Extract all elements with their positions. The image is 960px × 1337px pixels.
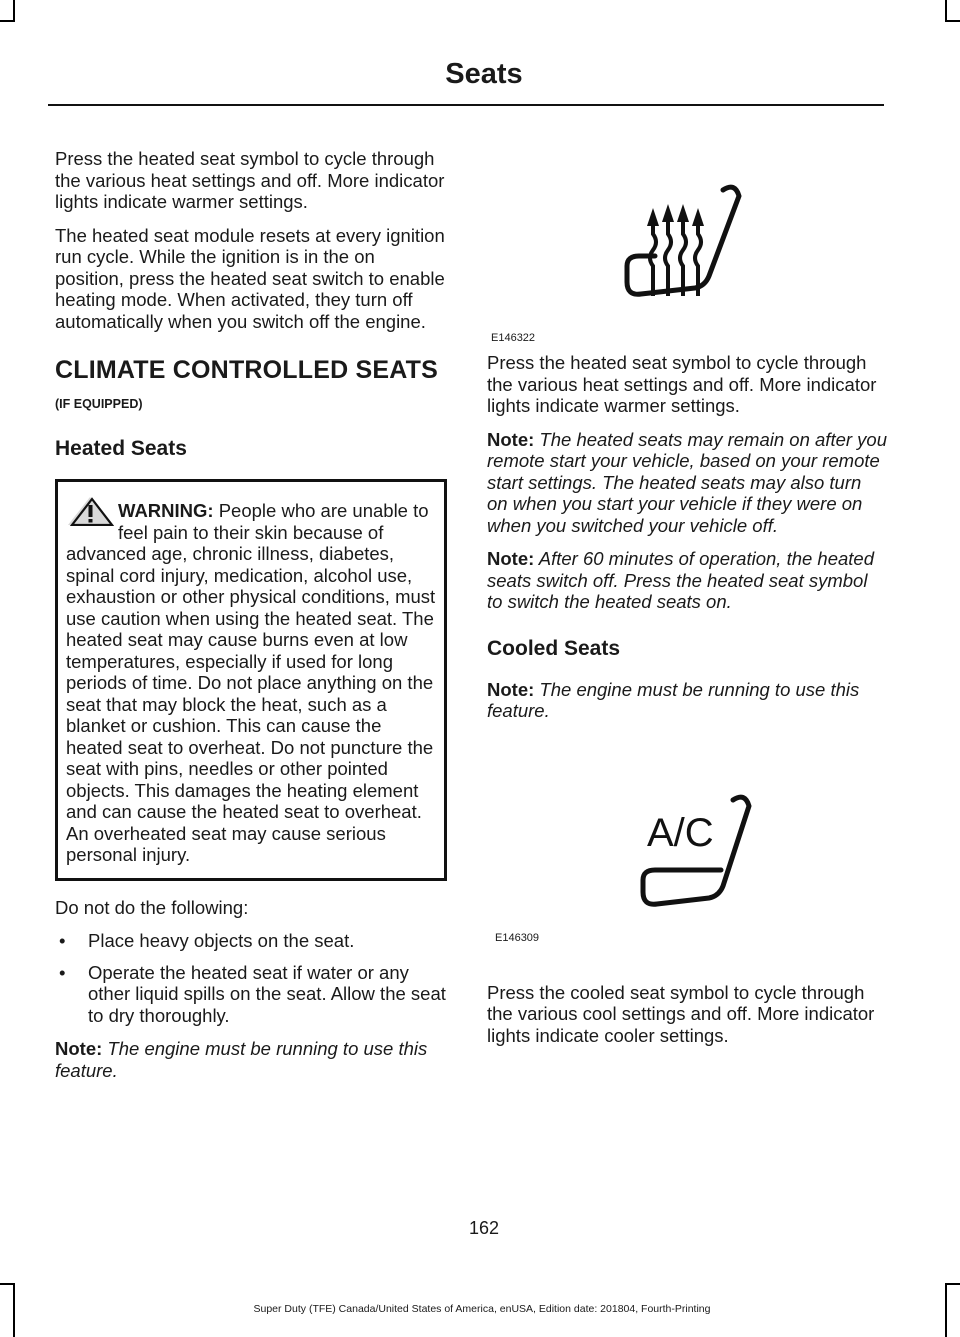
crop-mark-bottom-right-h	[945, 1283, 960, 1285]
list-item: • Place heavy objects on the seat.	[59, 930, 355, 951]
paragraph: Press the heated seat symbol to cycle through the various heat settings and off. More indicator lights indicate warmer settings.	[487, 352, 877, 416]
section-subtitle: (IF EQUIPPED)	[55, 397, 143, 411]
list-item: • Operate the heated seat if water or any other liquid spills on the seat. Allow the seat to dry thoroughly.	[59, 961, 446, 1026]
bullet-icon: •	[59, 930, 66, 951]
crop-mark-top-right-h	[945, 20, 960, 22]
bullet-icon: •	[59, 961, 66, 983]
page-number: 162	[468, 1218, 500, 1238]
bullet-list	[55, 930, 447, 1026]
note: Note: After 60 minutes of operation, the heated seats switch off. Press the heated seat symbol to switch the heated seats on.	[487, 548, 875, 612]
paragraph: Press the cooled seat symbol to cycle through the various cool settings and off. More indicator lights indicate cooler settings.	[487, 981, 875, 1046]
warning-label: WARNING:	[118, 500, 214, 521]
figure-id: E146322	[491, 332, 536, 344]
crop-mark-top-right-v	[945, 0, 947, 22]
subsection-title: Cooled Seats	[487, 636, 621, 660]
heated-seat-figure	[487, 178, 887, 352]
note: Note: The heated seats may remain on after you remote start your vehicle, based on your remote start settings. The heated seats may also turn on when you start your vehicle if they were on when you switched your vehicle off.	[487, 428, 888, 536]
crop-mark-top-left-h	[0, 20, 15, 22]
paragraph: Press the heated seat symbol to cycle through the various heat settings and off. More indicator lights indicate warmer settings.	[55, 148, 445, 212]
crop-mark-top-left-v	[13, 0, 15, 22]
note: Note: The engine must be running to use this feature.	[487, 678, 860, 721]
header-rule	[48, 104, 884, 106]
paragraph: Do not do the following:	[55, 896, 249, 918]
left-column	[55, 148, 447, 1093]
footer-text: Super Duty (TFE) Canada/United States of America, enUSA, Edition date: 201804, Fourth-Printing	[253, 1303, 711, 1315]
note: Note: The engine must be running to use this feature.	[55, 1038, 428, 1081]
cooled-seat-figure	[487, 774, 887, 1008]
ac-label: A/C	[647, 810, 714, 855]
warning-triangle-icon	[66, 496, 114, 526]
warning-box	[55, 479, 447, 881]
right-column	[487, 178, 887, 1058]
subsection-title: Heated Seats	[55, 437, 187, 460]
paragraph: The heated seat module resets at every ignition run cycle. While the ignition is in the on position, press the heated seat switch to enable heating mode. When activated, they turn off automatically when you switch off the engine.	[55, 224, 445, 332]
heated-seat-icon	[487, 178, 887, 318]
cooled-seat-icon	[487, 788, 887, 908]
section-title: CLIMATE CONTROLLED SEATS	[55, 356, 439, 384]
warning-paragraph	[66, 500, 436, 866]
warning-text: People who are unable to feel pain to their skin because of advanced age, chronic illness, diabetes, spinal cord injury, medication, alcohol use, exhaustion or other physical conditions, must use caution when using the heated seat. The heated seat may cause burns even at low temperatures, especially if used for long periods of time. Do not place anything on the seat that may block the heat, such as a blanket or cushion. This can cause the heated seat to overheat. Do not puncture the seat with pins, needles or other pointed objects. This damages the heating element and can cause the heated seat to overheat. An overheated seat may cause serious personal injury.	[66, 500, 436, 865]
crop-mark-bottom-left-h	[0, 1283, 15, 1285]
figure-id: E146309	[495, 931, 540, 944]
page-header-title: Seats	[445, 58, 523, 90]
